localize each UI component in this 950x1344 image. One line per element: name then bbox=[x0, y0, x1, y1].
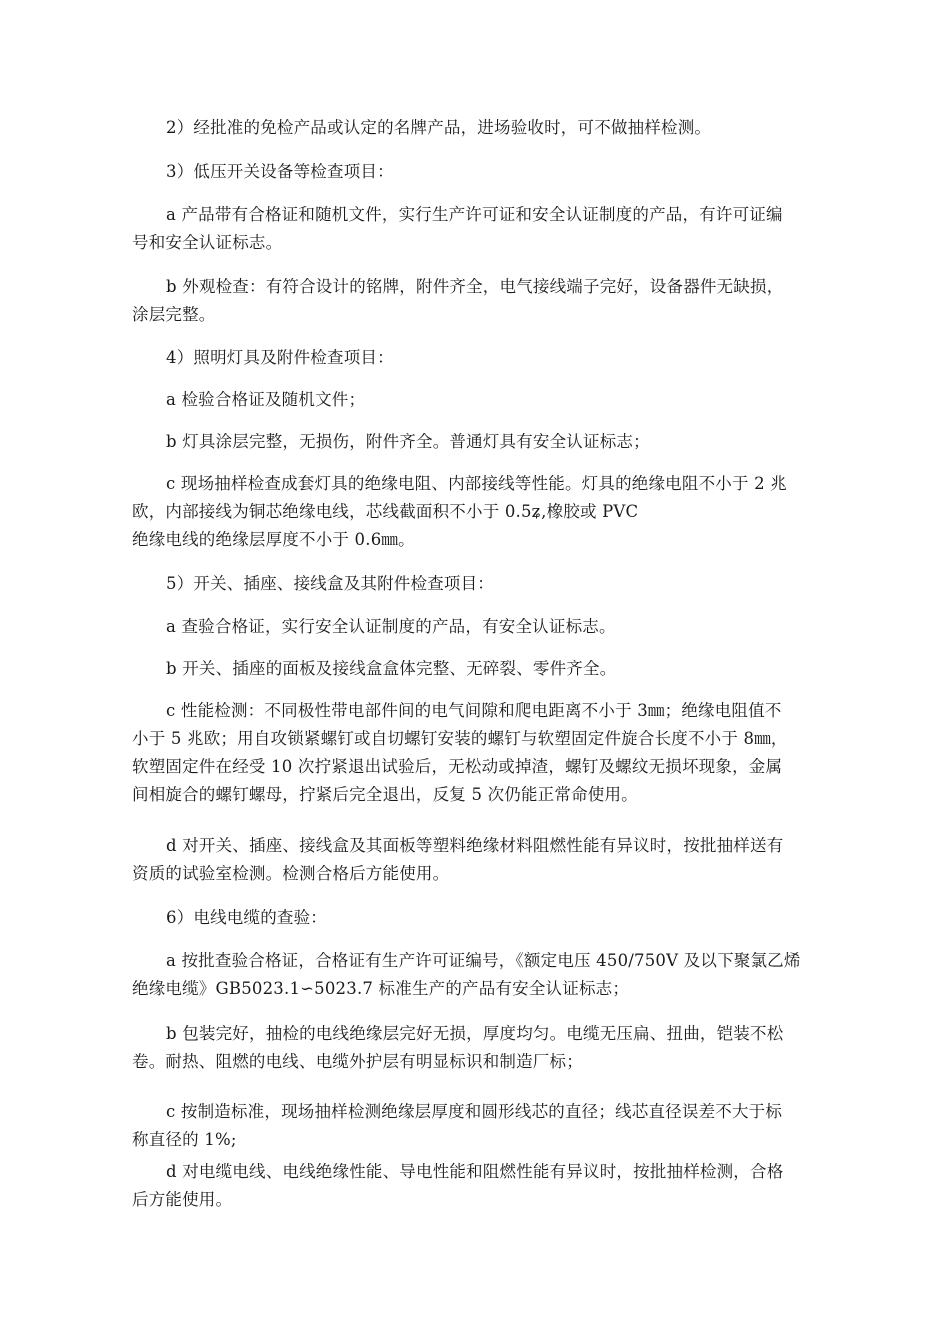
text-line: 软塑固定件在经受 10 次拧紧退出试验后，无松动或掉渣，螺钉及螺纹无损坏现象，金属 bbox=[132, 757, 783, 776]
text-line: 2）经批准的免检产品或认定的名牌产品，进场验收时，可不做抽样检测。 bbox=[166, 118, 712, 137]
text-line: 号和安全认证标志。 bbox=[132, 233, 283, 252]
text-line: b 包装完好，抽检的电线绝缘层完好无损，厚度均匀。电缆无压扁、扭曲，铠装不松 bbox=[166, 1024, 784, 1043]
text-line: c 性能检测：不同极性带电部件间的电气间隙和爬电距离不小于 3㎜；绝缘电阻值不 bbox=[166, 701, 782, 720]
paragraph-item-2-exempt bbox=[132, 114, 840, 142]
text-line: d 对开关、插座、接线盒及其面板等塑料绝缘材料阻燃性能有异议时，按批抽样送有 bbox=[166, 836, 784, 855]
paragraph-switch-panel bbox=[132, 655, 840, 683]
text-line: 5）开关、插座、接线盒及其附件检查项目： bbox=[166, 574, 494, 593]
text-line: a 产品带有合格证和随机文件，实行生产许可证和安全认证制度的产品，有许可证编 bbox=[166, 205, 783, 224]
text-line: 间相旋合的螺钉螺母，拧紧后完全退出，反复 5 次仍能正常命使用。 bbox=[132, 785, 638, 804]
text-line: 绝缘电缆》GB5023.1∽5023.7 标准生产的产品有安全认证标志； bbox=[132, 979, 630, 998]
text-line: b 外观检查：有符合设计的铭牌，附件齐全，电气接线端子完好，设备器件无缺损， bbox=[166, 277, 784, 296]
paragraph-switch-certificate bbox=[132, 613, 840, 641]
text-line: 6）电线电缆的查验： bbox=[166, 908, 327, 927]
text-line: c 现场抽样检查成套灯具的绝缘电阻、内部接线等性能。灯具的绝缘电阻不小于 2 兆 bbox=[166, 474, 787, 493]
heading-wires-cables bbox=[132, 904, 840, 932]
text-line: b 开关、插座的面板及接线盒盒体完整、无碎裂、零件齐全。 bbox=[166, 659, 617, 678]
text-line: d 对电缆电线、电线绝缘性能、导电性能和阻燃性能有异议时，按批抽样检测，合格 bbox=[166, 1162, 784, 1181]
text-line: 卷。耐热、阻燃的电线、电缆外护层有明显标识和制造厂标； bbox=[132, 1052, 583, 1071]
text-line: c 按制造标准，现场抽样检测绝缘层厚度和圆形线芯的直径；线芯直径误差不大于标 bbox=[166, 1102, 783, 1121]
text-line: 4）照明灯具及附件检查项目： bbox=[166, 348, 394, 367]
paragraph-cable-dispute bbox=[132, 1158, 840, 1214]
paragraph-cable-packaging bbox=[132, 1020, 840, 1076]
text-line: 3）低压开关设备等检查项目： bbox=[166, 162, 394, 181]
paragraph-lighting-certificate bbox=[132, 386, 840, 414]
text-line: b 灯具涂层完整，无损伤，附件齐全。普通灯具有安全认证标志； bbox=[166, 432, 650, 451]
paragraph-lighting-coating bbox=[132, 428, 840, 456]
paragraph-switch-flame-retardant bbox=[132, 832, 840, 888]
paragraph-appearance-check bbox=[132, 273, 840, 329]
text-line: a 查验合格证，实行安全认证制度的产品，有安全认证标志。 bbox=[166, 617, 616, 636]
text-line: 小于 5 兆欧；用自攻锁紧螺钉或自切螺钉安装的螺钉与软塑固定件旋合长度不小于 8㎜， bbox=[132, 729, 788, 748]
text-line: a 检验合格证及随机文件； bbox=[166, 390, 366, 409]
paragraph-certificate bbox=[132, 201, 840, 257]
text-line: 资质的试验室检测。检测合格后方能使用。 bbox=[132, 864, 450, 883]
paragraph-cable-sampling bbox=[132, 1098, 840, 1154]
text-line: 称直径的 1%; bbox=[132, 1130, 237, 1149]
text-line: 后方能使用。 bbox=[132, 1190, 233, 1209]
heading-lighting-fixtures bbox=[132, 344, 840, 372]
text-line: 绝缘电线的绝缘层厚度不小于 0.6㎜。 bbox=[132, 530, 415, 549]
text-line: 欧，内部接线为铜芯绝缘电线，芯线截面积不小于 0.5ʑ,橡胶或 PVC bbox=[132, 502, 639, 521]
paragraph-switch-performance bbox=[132, 697, 840, 809]
text-line: a 按批查验合格证，合格证有生产许可证编号，《额定电压 450/750V 及以下聚氯乙烯 bbox=[166, 951, 801, 970]
paragraph-lighting-sampling bbox=[132, 470, 840, 554]
paragraph-cable-certificate bbox=[132, 947, 840, 1003]
heading-switches-sockets bbox=[132, 570, 840, 598]
text-line: 涂层完整。 bbox=[132, 305, 216, 324]
heading-lowvoltage-switchgear bbox=[132, 158, 840, 186]
